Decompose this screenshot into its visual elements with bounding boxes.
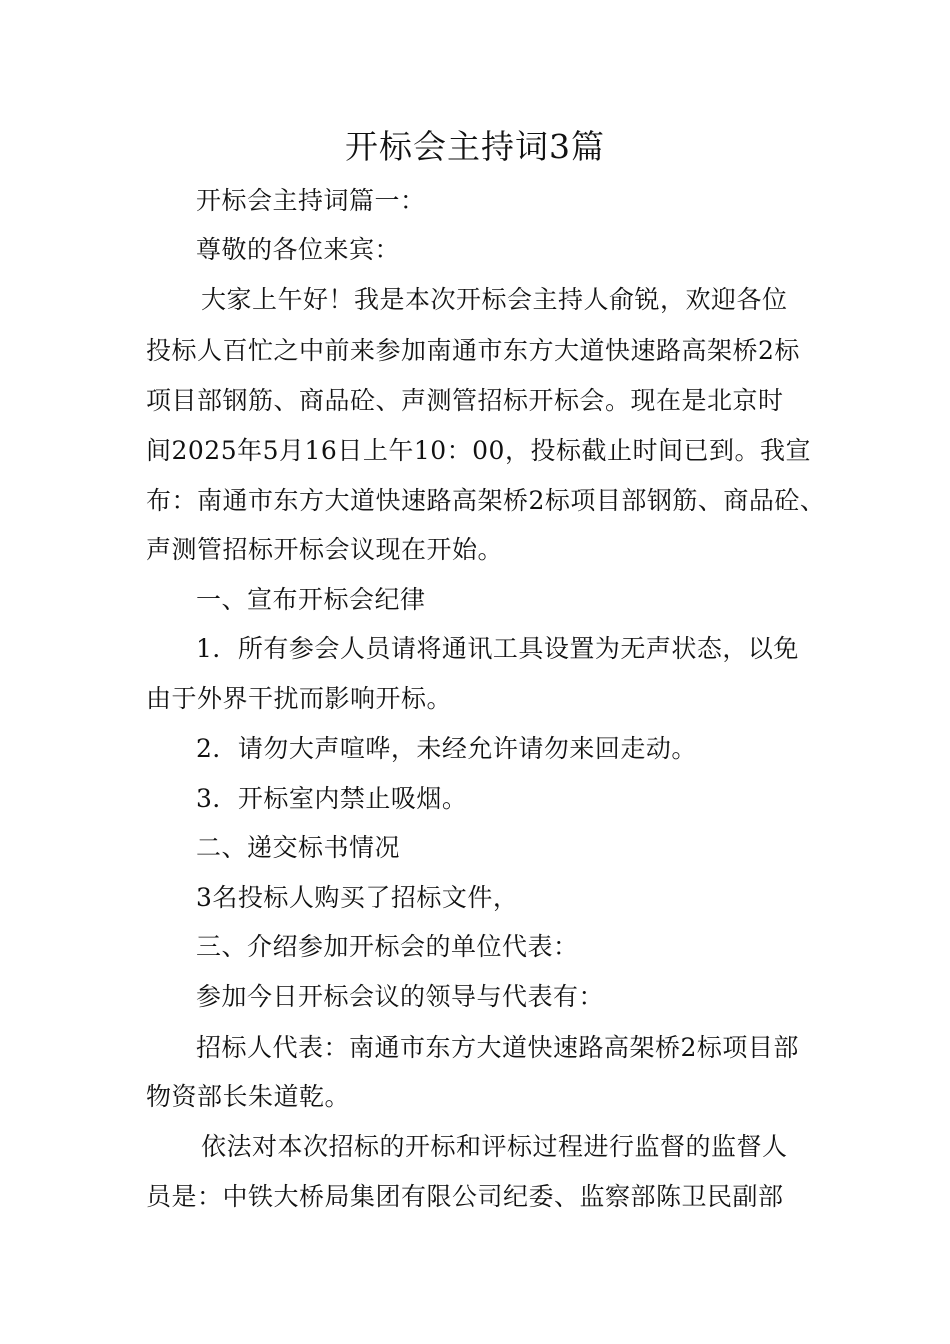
paragraph-line: 间2025年5月16日上午10：00，投标截止时间已到。我宣	[146, 436, 811, 465]
paragraph-line: 大家上午好！我是本次开标会主持人俞锐，欢迎各位	[201, 285, 788, 314]
paragraph-line: 投标人百忙之中前来参加南通市东方大道快速路高架桥2标	[146, 336, 800, 365]
list-item: 1．所有参会人员请将通讯工具设置为无声状态，以免	[196, 634, 799, 663]
section-heading: 一、宣布开标会纪律	[196, 585, 426, 614]
list-item: 3．开标室内禁止吸烟。	[196, 784, 468, 813]
salutation: 尊敬的各位来宾：	[196, 235, 401, 264]
paragraph-line: 声测管招标开标会议现在开始。	[146, 535, 504, 564]
paragraph-line: 3名投标人购买了招标文件，	[196, 883, 519, 912]
paragraph-line: 物资部长朱道乾。	[146, 1082, 351, 1111]
paragraph-line: 布：南通市东方大道快速路高架桥2标项目部钢筋、商品砼、	[146, 486, 826, 515]
document-title: 开标会主持词3篇	[345, 127, 605, 166]
paragraph-line: 依法对本次招标的开标和评标过程进行监督的监督人	[201, 1132, 788, 1161]
section-heading: 开标会主持词篇一：	[196, 186, 426, 215]
paragraph-line: 招标人代表：南通市东方大道快速路高架桥2标项目部	[196, 1033, 799, 1062]
section-heading: 二、递交标书情况	[196, 833, 401, 862]
paragraph-line: 员是：中铁大桥局集团有限公司纪委、监察部陈卫民副部	[146, 1182, 784, 1211]
list-item: 2．请勿大声喧哗，未经允许请勿来回走动。	[196, 734, 697, 763]
paragraph-line: 参加今日开标会议的领导与代表有：	[196, 982, 605, 1011]
paragraph-line: 项目部钢筋、商品砼、声测管招标开标会。现在是北京时	[146, 386, 784, 415]
list-item-continuation: 由于外界干扰而影响开标。	[146, 684, 453, 713]
section-heading: 三、介绍参加开标会的单位代表：	[196, 932, 579, 961]
